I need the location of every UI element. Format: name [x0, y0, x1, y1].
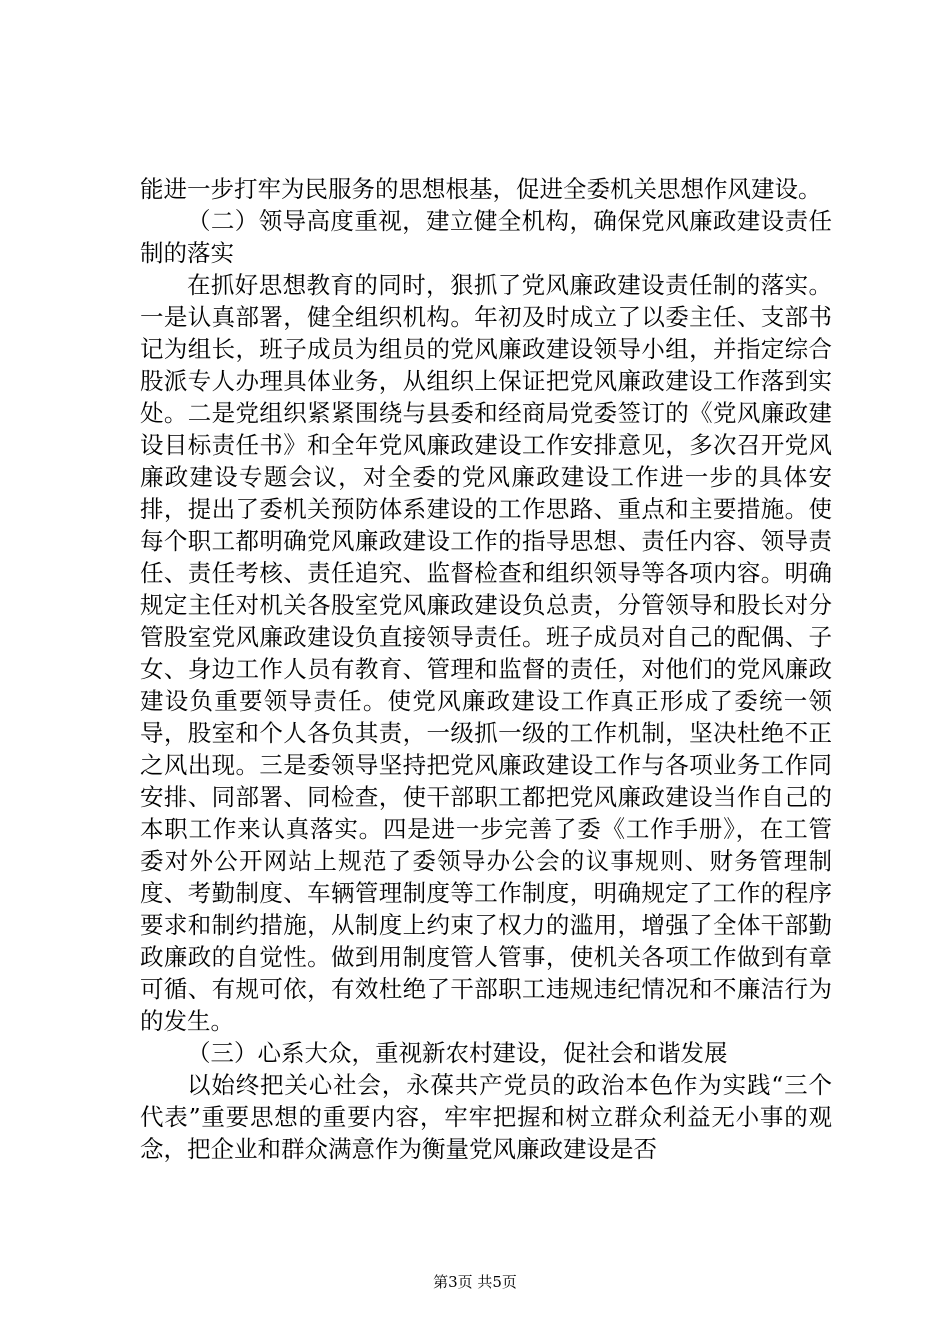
- page-number-footer: 第3页 共5页: [433, 1273, 517, 1291]
- paragraph-continuation: 能进一步打牢为民服务的思想根基，促进全委机关思想作风建设。: [140, 175, 822, 203]
- section-heading-3: （三）心系大众，重视新农村建设，促社会和谐发展: [187, 1039, 728, 1067]
- paragraph-responsibility-system: 在抓好思想教育的同时，狠抓了党风廉政建设责任制的落实。一是认真部署，健全组织机构。年初及时成立了以委主任、支部书记为组长，班子成员为组员的党风廉政建设领导小组，并指定综合股派专人办理具体业务，从组织上保证把党风廉政建设工作落到实处。二是党组织紧紧围绕与县委和经商局党委签订的《党风廉政建设目标责任书》和全年党风廉政建设工作安排意见，多次召开党风廉政建设专题会议，对全委的党风廉政建设工作进一步的具体安排，提出了委机关预防体系建设的工作思路、重点和主要措施。使每个职工都明确党风廉政建设工作的指导思想、责任内容、领导责任、责任考核、责任追究、监督检查和组织领导等各项内容。明确规定主任对机关各股室党风廉政建设负总责，分管领导和股长对分管股室党风廉政建设负直接领导责任。班子成员对自己的配偶、子女、身边工作人员有教育、管理和监督的责任，对他们的党风廉政建设负重要领导责任。使党风廉政建设工作真正形成了委统一领导，股室和个人各负其责，一级抓一级的工作机制，坚决杜绝不正之风出现。三是委领导坚持把党风廉政建设工作与各项业务工作同安排、同部署、同检查，使干部职工都把党风廉政建设当作自己的本职工作来认真落实。四是进一步完善了委《工作手册》，在工管委对外公开网站上规范了委领导办公会的议事规则、财务管理制度、考勤制度、车辆管理制度等工作制度，明确规定了工作的程序要求和制约措施，从制度上约束了权力的滥用，增强了全体干部勤政廉政的自觉性。做到用制度管人管事，使机关各项工作做到有章可循、有规可依，有效杜绝了干部职工违规违纪情况和不廉洁行为的发生。: [140, 271, 832, 1035]
- document-body: [140, 173, 832, 1165]
- section-heading-2: （二）领导高度重视，建立健全机构，确保党风廉政建设责任制的落实: [140, 207, 832, 267]
- paragraph-social-harmony: 以始终把关心社会，永葆共产党员的政治本色作为实践“三个代表”重要思想的重要内容，牢牢把握和树立群众利益无小事的观念，把企业和群众满意作为衡量党风廉政建设是否: [140, 1071, 832, 1163]
